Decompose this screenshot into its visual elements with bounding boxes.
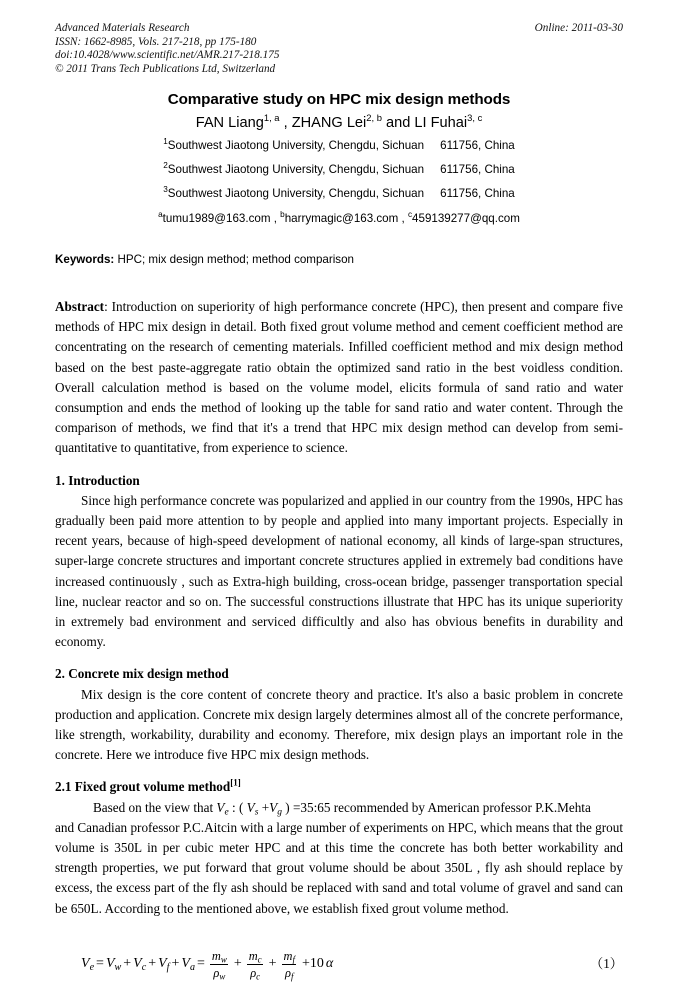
equation-1-number: （1） [590, 955, 623, 971]
math-plus: + [258, 799, 270, 815]
eq-plus-4: + [233, 956, 242, 972]
eq-term-vw: $V_w$ [105, 956, 122, 974]
equation-1-row [55, 949, 623, 1005]
affiliation-marker-2: 2 [163, 161, 168, 171]
paragraph-introduction: Since high performance concrete was popularized and applied in our country from the 1990s, HPC has gradually been paid more attention to by people and applied into many important projects. Especially in recent years, because of high-speed development of national economy, all kinds of large-span structures, super-large concrete structures and important concrete structures applied in extremely bad conditions have increased continuously , such as Extra-high building, cross-ocean bridge, passenger transportation special line, nuclear reactor and so on. The successful constructions illustrate that HPC has its unique superiority in extremely bad environment and serviced difficultly and also has obvious benefits in durability and economy. [55, 492, 623, 650]
reference-marker: [1] [230, 778, 241, 789]
eq-equals-2: = [197, 956, 205, 972]
email-marker-c: c [407, 210, 413, 220]
affiliation-2 [55, 158, 623, 182]
eq-fraction-cement-denominator: $\rho_c$ [247, 964, 263, 981]
eq-term-va: $V_a$ [181, 956, 195, 974]
affiliation-marker-1: 1 [163, 137, 168, 147]
math-var-vs: $V_s$ [246, 799, 259, 818]
author-sup-3: 3, c [467, 112, 483, 124]
eq-tail: +10 [301, 956, 324, 972]
email-a[interactable]: tumu1989@163.com , [162, 212, 281, 225]
abstract-block [55, 297, 623, 459]
section-heading-fixed-grout-volume-text: 2.1 Fixed grout volume method [55, 779, 231, 795]
equation-1-body [81, 949, 333, 980]
paragraph-grout-lead [55, 798, 623, 818]
eq-fraction-water-denominator: $\rho_w$ [210, 964, 228, 981]
keywords-value: HPC; mix design method; method comparison [114, 253, 354, 266]
affiliation-text-2: Southwest Jiaotong University, Chengdu, Sichuan 611756, China [167, 163, 515, 176]
eq-fraction-cement-numerator: $m_c$ [248, 948, 262, 965]
email-marker-b: b [280, 210, 285, 220]
keywords-label: Keywords: [55, 253, 115, 266]
eq-fraction-flyash-numerator: $m_f$ [283, 948, 295, 965]
grout-ratio-text: =35:65 recommended by American professor P.K.Mehta [292, 799, 591, 815]
eq-term-vc: $V_c$ [133, 956, 147, 974]
math-var-vg: $V_g$ [269, 799, 282, 818]
math-var-ve: $V_e$ [216, 799, 229, 818]
affiliation-marker-3: 3 [163, 185, 168, 195]
eq-plus-5: + [268, 956, 277, 972]
eq-lhs-ve: $V_e$ [81, 956, 95, 974]
author-separator-2: and [381, 115, 415, 131]
eq-equals-1: = [96, 956, 104, 972]
journal-copyright: © 2011 Trans Tech Publications Ltd, Switzerland [55, 62, 276, 75]
paragraph-mix-design: Mix design is the core content of concrete theory and practice. It's also a basic problem in concrete production and application. Concrete mix design largely determines almost all of the concrete performance, like strength, workability, durability and economy. Therefore, mix design plays an important role in the concrete. Here we introduce five HPC mix design methods. [55, 686, 623, 763]
math-colon: : ( [228, 799, 247, 815]
eq-term-vf: $V_f$ [158, 956, 170, 974]
section-heading-introduction: 1. Introduction [55, 472, 140, 488]
email-c[interactable]: 459139277@qq.com [412, 212, 520, 225]
eq-alpha: α [325, 956, 334, 972]
keywords-line [55, 252, 623, 268]
author-name-1: FAN Liang [195, 115, 264, 131]
affiliation-3 [55, 182, 623, 206]
author-name-2: ZHANG Lei [291, 115, 367, 131]
eq-plus-3: + [171, 956, 180, 972]
email-b[interactable]: harrymagic@163.com , [284, 212, 408, 225]
math-close-paren: ) [281, 799, 293, 815]
section-heading-fixed-grout-volume [55, 777, 623, 797]
paragraph-grout-body: and Canadian professor P.C.Aitcin with a large number of experiments on HPC, which means that the grout volume is 350L in per cubic meter HPC and at this time the concrete has both better workability and strength properties, we put forward that grout volume should be about 350L , fly ash should replace by excess, the excess part of the fly ash should be replaced with sand and total volume of gravel and sand can be 650L. According to the mentioned above, we establish fixed grout volume method. [55, 819, 623, 916]
abstract-text: : Introduction on superiority of high performance concrete (HPC), then present and compare five methods of HPC mix design in detail. Both fixed grout volume method and cement coefficient method are concentrating on the research of cementing materials. Infilled coefficient method and mix design method based on the best paste-aggregate ratio obtain the optimized sand ratio in the best voidless condition. Overall calculation method is based on the volume model, elicits formula of sand ratio and water consumption and ends the method of looking up the table for sand ratio and water content. Through the comparison of methods, we find that it's a trend that HPC mix design method can develop from semi-quantitative to quantitative, from experience to science. [55, 299, 623, 456]
affiliation-text-3: Southwest Jiaotong University, Chengdu, Sichuan 611756, China [167, 187, 515, 200]
journal-issn: ISSN: 1662-8985, Vols. 217-218, pp 175-180 [55, 35, 257, 48]
eq-fraction-water [209, 950, 230, 981]
inline-equation-volume-ratio [216, 799, 293, 818]
journal-header [55, 22, 623, 80]
eq-fraction-cement [246, 950, 265, 981]
author-separator-1: , [279, 115, 292, 131]
journal-doi: doi:10.4028/www.scientific.net/AMR.217-218.175 [55, 49, 280, 62]
affiliation-text-1: Southwest Jiaotong University, Chengdu, Sichuan 611756, China [167, 139, 515, 152]
eq-fraction-flyash [281, 950, 298, 981]
online-date: Online: 2011-03-30 [534, 22, 623, 34]
grout-lead-text: Based on the view that [93, 799, 217, 815]
author-emails [55, 207, 623, 231]
abstract-label: Abstract [55, 299, 105, 314]
eq-fraction-flyash-denominator: $\rho_f$ [282, 964, 296, 981]
author-name-3: LI Fuhai [414, 115, 468, 131]
eq-plus-1: + [123, 956, 132, 972]
eq-plus-2: + [148, 956, 157, 972]
author-sup-1: 1, a [263, 112, 280, 124]
author-sup-2: 2, b [366, 112, 382, 124]
email-marker-a: a [158, 210, 163, 220]
eq-fraction-water-numerator: $m_w$ [211, 948, 227, 965]
affiliation-1 [55, 134, 623, 158]
journal-name: Advanced Materials Research [55, 22, 190, 34]
section-heading-mix-design: 2. Concrete mix design method [55, 666, 229, 682]
page-title: Comparative study on HPC mix design methods [167, 91, 511, 108]
author-list [55, 113, 623, 134]
